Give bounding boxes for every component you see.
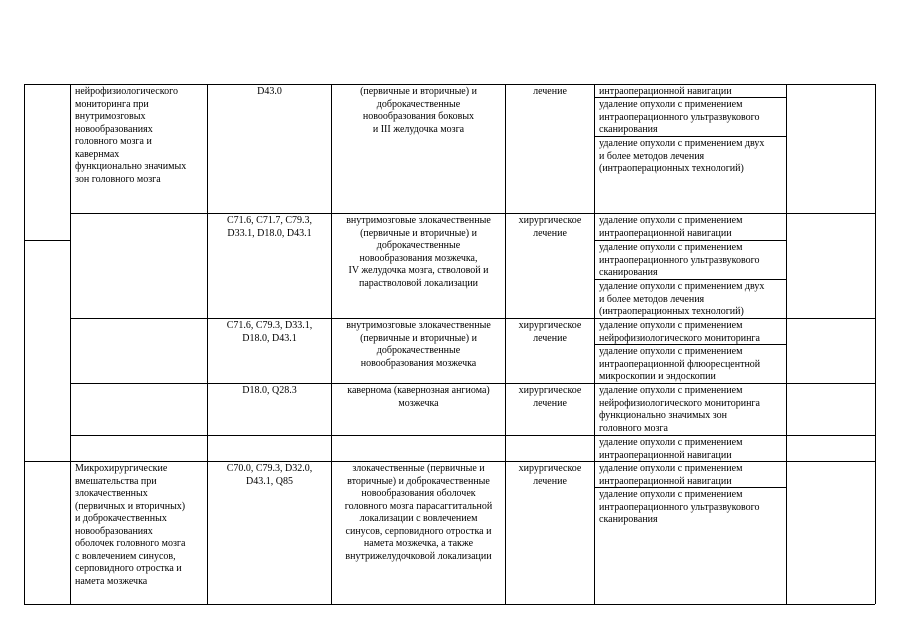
column-divider	[786, 84, 787, 604]
icd-codes: D43.0	[257, 86, 282, 97]
intervention-name: Микрохирургические вмешательства при злокачественных (первичных и вторичных) и доброкачественных новообразованиях оболочек головного мозга с вовлечением синусов, серповидного отростка и намета мозжечка	[75, 463, 186, 587]
patient-model: злокачественные (первичные и вторичные) и доброкачественные новообразования оболочек головного мозга парасаггитальной локализации с вовлечением синусов, серповидного отростка и намета мозжечка, а также внутрижелудочковой локализации	[344, 463, 493, 562]
icd-codes: D18.0, Q28.3	[242, 385, 297, 396]
intervention-name: нейрофизиологического мониторинга при внутримозговых новообразованиях головного мозга и кавернмах функционально значимых зон головного мозга	[75, 86, 187, 185]
treatment-method: удаление опухоли с применением интраоперационной флюоресцентной микроскопии и эндоскопии	[599, 346, 761, 382]
treatment-type: хирургическое лечение	[518, 215, 582, 239]
treatment-method: интраоперационной навигации	[599, 86, 732, 97]
table-left-border	[24, 84, 25, 604]
treatment-method: удаление опухоли с применением интраоперационного ультразвукового сканирования	[599, 242, 760, 278]
treatment-type: хирургическое лечение	[518, 463, 582, 487]
treatment-method: удаление опухоли с применением интраоперационной навигации	[599, 215, 743, 239]
icd-codes: C71.6, C71.7, C79.3, D33.1, D18.0, D43.1	[226, 215, 312, 239]
column-divider	[594, 84, 595, 604]
treatment-method: удаление опухоли с применением нейрофизиологического мониторинга функционально значимых зон головного мозга	[599, 385, 760, 434]
row-divider	[70, 213, 875, 214]
treatment-method: удаление опухоли с применением двух и более методов лечения (интраоперационных технологий)	[599, 281, 765, 317]
table-right-border	[875, 84, 876, 604]
treatment-method: удаление опухоли с применением интраоперационного ультразвукового сканирования	[599, 99, 760, 135]
treatment-method: удаление опухоли с применением интраоперационной навигации	[599, 437, 743, 461]
patient-model: (первичные и вторичные) и доброкачественные новообразования боковых и III желудочка мозга	[360, 86, 477, 135]
row-divider	[24, 240, 70, 241]
patient-model: кавернома (кавернозная ангиома) мозжечка	[347, 385, 490, 409]
treatment-method: удаление опухоли с применением двух и более методов лечения (интраоперационных технологий)	[599, 138, 765, 174]
table-top-border	[24, 84, 875, 85]
treatment-method: удаление опухоли с применением интраоперационного ультразвукового сканирования	[599, 489, 760, 525]
treatment-method: удаление опухоли с применением нейрофизиологического мониторинга	[599, 320, 760, 344]
column-divider	[70, 84, 71, 604]
patient-model: внутримозговые злокачественные (первичные и вторичные) и доброкачественные новообразования мозжечка	[346, 320, 491, 369]
icd-codes: C70.0, C79.3, D32.0, D43.1, Q85	[226, 463, 313, 487]
icd-codes: C71.6, C79.3, D33.1, D18.0, D43.1	[226, 320, 313, 344]
row-divider	[594, 240, 786, 241]
treatment-type: лечение	[533, 86, 567, 97]
treatment-type: хирургическое лечение	[518, 320, 582, 344]
treatment-type: хирургическое лечение	[518, 385, 582, 409]
row-divider	[70, 435, 875, 436]
patient-model: внутримозговые злокачественные (первичные и вторичные) и доброкачественные новообразования мозжечка, IV желудочка мозга, стволовой и парастволовой локализации	[346, 215, 491, 289]
treatment-method: удаление опухоли с применением интраоперационной навигации	[599, 463, 743, 487]
table-bottom-border	[24, 604, 875, 605]
